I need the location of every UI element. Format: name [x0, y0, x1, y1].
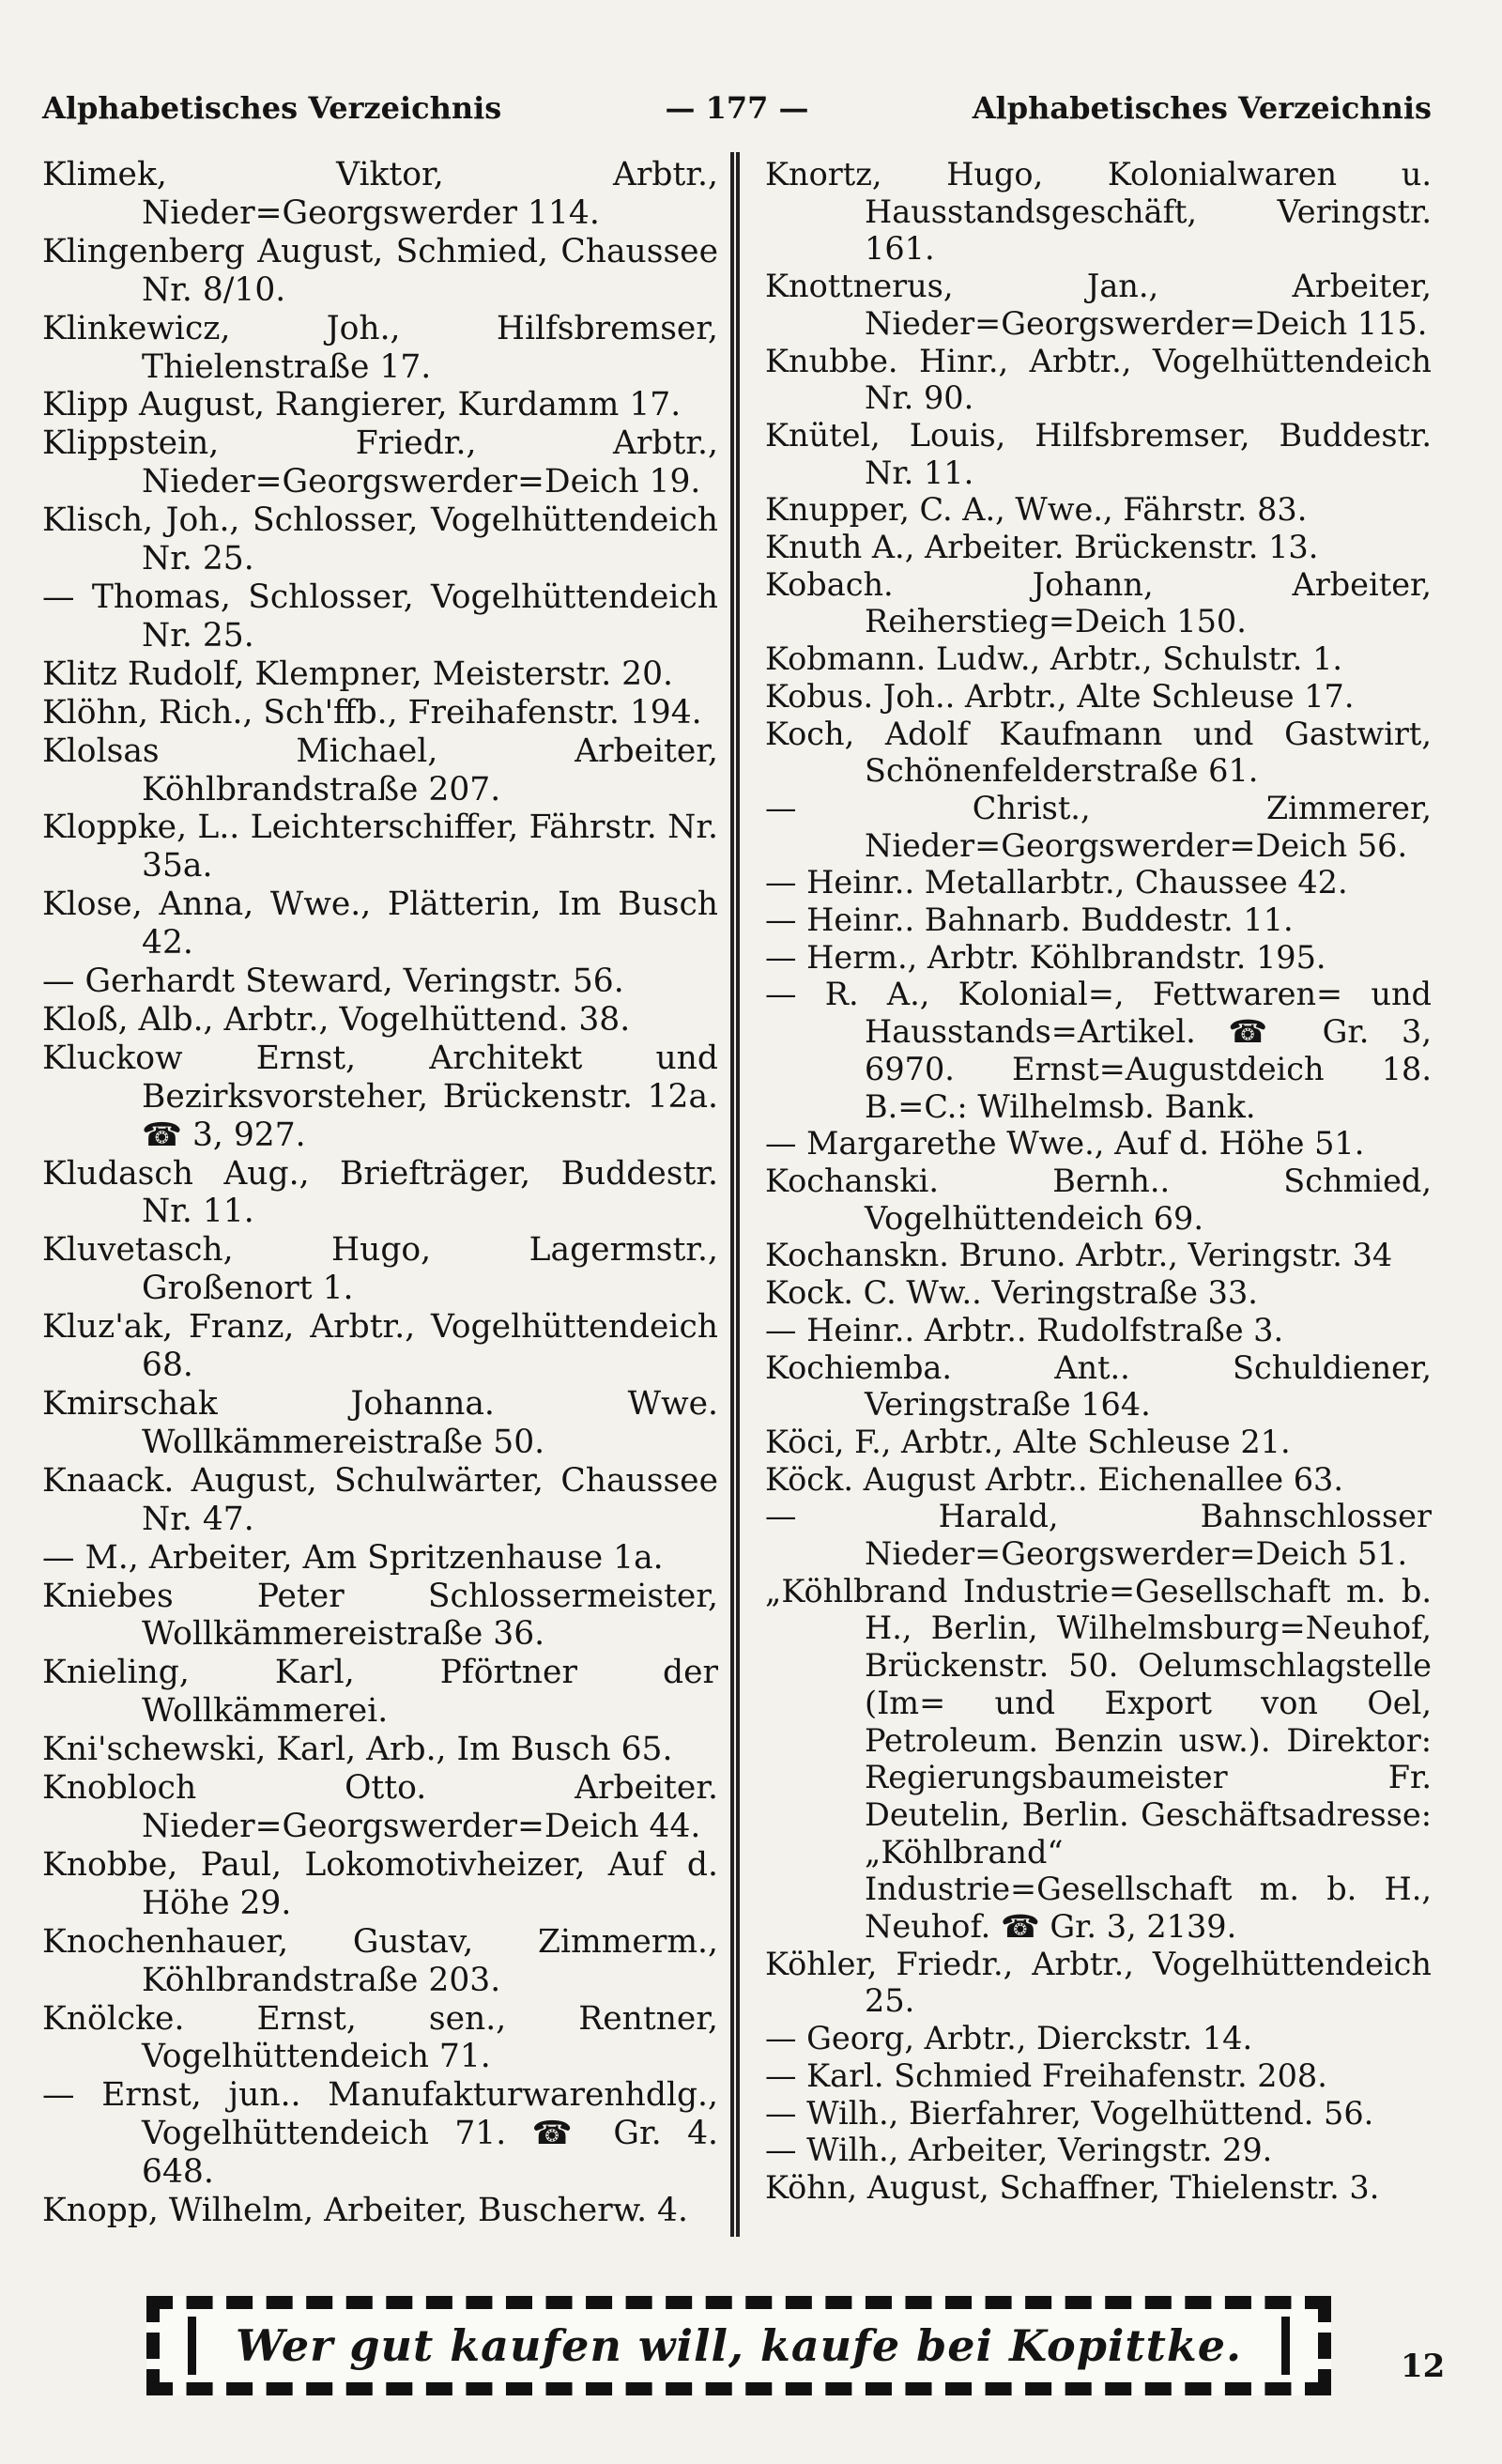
- directory-entry: Kluvetasch, Hugo, Lagermstr., Großenort 1.: [42, 1231, 718, 1308]
- directory-entry: — Ernst, jun.. Manufakturwarenhdlg., Vogelhüttendeich 71. ☎ Gr. 4. 648.: [42, 2076, 718, 2192]
- directory-entry: — Karl. Schmied Freihafenstr. 208.: [765, 2056, 1327, 2094]
- directory-entry: Knaack. August, Schulwärter, Chaussee Nr. 47.: [42, 1461, 718, 1538]
- directory-entry: Knieling, Karl, Pförtner der Wollkämmerei.: [42, 1654, 718, 1731]
- directory-entry: — R. A., Kolonial=, Fettwaren= und Hausstands=Artikel. ☎ Gr. 3, 6970. Ernst=Augustdeich 18. B.=C.: Wilhelmsb. Bank.: [765, 976, 1432, 1125]
- column-divider: [730, 152, 740, 2237]
- directory-entry: Knobbe, Paul, Lokomotivheizer, Auf d. Höhe 29.: [42, 1845, 718, 1922]
- right-column: [765, 156, 1432, 2207]
- directory-entry: Klinkewicz, Joh., Hilfsbremser, Thielenstraße 17.: [42, 309, 718, 386]
- directory-entry: Klingenberg August, Schmied, Chaussee Nr. 8/10.: [42, 232, 718, 309]
- directory-entry: Knölcke. Ernst, sen., Rentner, Vogelhüttendeich 71.: [42, 1999, 718, 2076]
- directory-entry: Klitz Rudolf, Klempner, Meisterstr. 20.: [42, 654, 674, 693]
- directory-entry: Köhler, Friedr., Arbtr., Vogelhüttendeich 25.: [765, 1945, 1432, 2020]
- directory-entry: — Gerhardt Steward, Veringstr. 56.: [42, 962, 624, 1001]
- directory-entry: Kobmann. Ludw., Arbtr., Schulstr. 1.: [765, 640, 1343, 678]
- directory-entry: — Margarethe Wwe., Auf d. Höhe 51.: [765, 1125, 1365, 1163]
- directory-entry: Klisch, Joh., Schlosser, Vogelhüttendeich Nr. 25.: [42, 501, 718, 578]
- directory-entry: Köck. August Arbtr.. Eichenallee 63.: [765, 1460, 1344, 1498]
- directory-entry: Knortz, Hugo, Kolonialwaren u. Hausstandsgeschäft, Veringstr. 161.: [765, 156, 1432, 268]
- directory-entry: — Thomas, Schlosser, Vogelhüttendeich Nr. 25.: [42, 578, 718, 654]
- directory-entry: Kludasch Aug., Briefträger, Buddestr. Nr. 11.: [42, 1154, 718, 1231]
- directory-entry: Kni'schewski, Karl, Arb., Im Busch 65.: [42, 1731, 673, 1769]
- directory-entry: Kochanski. Bernh.. Schmied, Vogelhüttendeich 69.: [765, 1162, 1432, 1237]
- directory-entry: Klöhn, Rich., Sch'ffb., Freihafenstr. 194.: [42, 693, 702, 732]
- directory-entry: Knubbe. Hinr., Arbtr., Vogelhüttendeich Nr. 90.: [765, 342, 1432, 417]
- directory-entry: Kochanskn. Bruno. Arbtr., Veringstr. 34: [765, 1237, 1393, 1274]
- header-right-title: Alphabetisches Verzeichnis: [972, 90, 1432, 126]
- directory-entry: — M., Arbeiter, Am Spritzenhause 1a.: [42, 1538, 664, 1577]
- directory-entry: Kmirschak Johanna. Wwe. Wollkämmereistraße 50.: [42, 1385, 718, 1461]
- directory-entry: — Heinr.. Metallarbtr., Chaussee 42.: [765, 864, 1348, 901]
- directory-entry: Knobloch Otto. Arbeiter. Nieder=Georgswerder=Deich 44.: [42, 1769, 718, 1845]
- advertisement-banner: [146, 2296, 1331, 2395]
- directory-entry: Knochenhauer, Gustav, Zimmerm., Köhlbrandstraße 203.: [42, 1922, 718, 1999]
- page-header: [42, 90, 1432, 139]
- header-page-number: — 177 —: [665, 90, 809, 126]
- directory-entry: — Wilh., Arbeiter, Veringstr. 29.: [765, 2132, 1273, 2169]
- directory-entry: Klolsas Michael, Arbeiter, Köhlbrandstraße 207.: [42, 732, 718, 808]
- directory-entry: Klipp August, Rangierer, Kurdamm 17.: [42, 386, 682, 424]
- footer-page-number: 12: [1401, 2348, 1446, 2385]
- directory-entry: Knottnerus, Jan., Arbeiter, Nieder=Georgswerder=Deich 115.: [765, 268, 1432, 342]
- directory-entry: Kobus. Joh.. Arbtr., Alte Schleuse 17.: [765, 677, 1355, 715]
- directory-entry: Kochiemba. Ant.. Schuldiener, Veringstraße 164.: [765, 1348, 1432, 1424]
- directory-entry: Kobach. Johann, Arbeiter, Reiherstieg=Deich 150.: [765, 565, 1432, 640]
- directory-entry: Klimek, Viktor, Arbtr., Nieder=Georgswerder 114.: [42, 156, 718, 232]
- directory-entry: Kluckow Ernst, Architekt und Bezirksvorsteher, Brückenstr. 12a. ☎ 3, 927.: [42, 1039, 718, 1154]
- directory-entry: — Christ., Zimmerer, Nieder=Georgswerder=Deich 56.: [765, 789, 1432, 864]
- directory-entry: Knupper, C. A., Wwe., Fährstr. 83.: [765, 491, 1308, 529]
- directory-entry: Köhn, August, Schaffner, Thielenstr. 3.: [765, 2168, 1380, 2206]
- directory-entry: Klose, Anna, Wwe., Plätterin, Im Busch 42.: [42, 886, 718, 962]
- directory-entry: Kloppke, L.. Leichterschiffer, Fährstr. Nr. 35a.: [42, 808, 718, 886]
- directory-entry: Kock. C. Ww.. Veringstraße 33.: [765, 1274, 1258, 1312]
- directory-entry: Köci, F., Arbtr., Alte Schleuse 21.: [765, 1423, 1291, 1460]
- directory-entry: — Heinr.. Arbtr.. Rudolfstraße 3.: [765, 1311, 1284, 1348]
- directory-entry: — Georg, Arbtr., Dierckstr. 14.: [765, 2020, 1253, 2057]
- directory-entry: Klippstein, Friedr., Arbtr., Nieder=Georgswerder=Deich 19.: [42, 424, 718, 501]
- directory-entry: Knütel, Louis, Hilfsbremser, Buddestr. Nr. 11.: [765, 416, 1432, 491]
- directory-entry: — Wilh., Bierfahrer, Vogelhüttend. 56.: [765, 2094, 1374, 2132]
- header-left-title: Alphabetisches Verzeichnis: [42, 90, 502, 126]
- directory-entry: Knopp, Wilhelm, Arbeiter, Buscherw. 4.: [42, 2192, 688, 2230]
- directory-entry: Kluz'ak, Franz, Arbtr., Vogelhüttendeich 68.: [42, 1308, 718, 1385]
- left-column: [42, 156, 718, 2230]
- directory-entry: „Köhlbrand Industrie=Gesellschaft m. b. H., Berlin, Wilhelmsburg=Neuhof, Brückenstr. 50. Oelumschlagstelle (Im= und Export von Oel, Petroleum. Benzin usw.). Direktor: Regierungsbaumeister Fr. Deutelin, Berlin. Geschäftsadresse: „Köhlbrand“ Industrie=Gesellschaft m. b. H., Neuhof. ☎ Gr. 3, 2139.: [765, 1572, 1432, 1946]
- directory-entry: Knuth A., Arbeiter. Brückenstr. 13.: [765, 529, 1319, 566]
- directory-entry: — Herm., Arbtr. Köhlbrandstr. 195.: [765, 938, 1326, 976]
- directory-entry: — Heinr.. Bahnarb. Buddestr. 11.: [765, 901, 1294, 939]
- directory-entry: Koch, Adolf Kaufmann und Gastwirt, Schönenfelderstraße 61.: [765, 715, 1432, 790]
- banner-text: Wer gut kaufen will, kaufe bei Kopittke.: [188, 2317, 1290, 2375]
- directory-entry: — Harald, Bahnschlosser Nieder=Georgswerder=Deich 51.: [765, 1498, 1432, 1573]
- directory-entry: Kloß, Alb., Arbtr., Vogelhüttend. 38.: [42, 1000, 631, 1039]
- directory-entry: Kniebes Peter Schlossermeister, Wollkämmereistraße 36.: [42, 1577, 718, 1654]
